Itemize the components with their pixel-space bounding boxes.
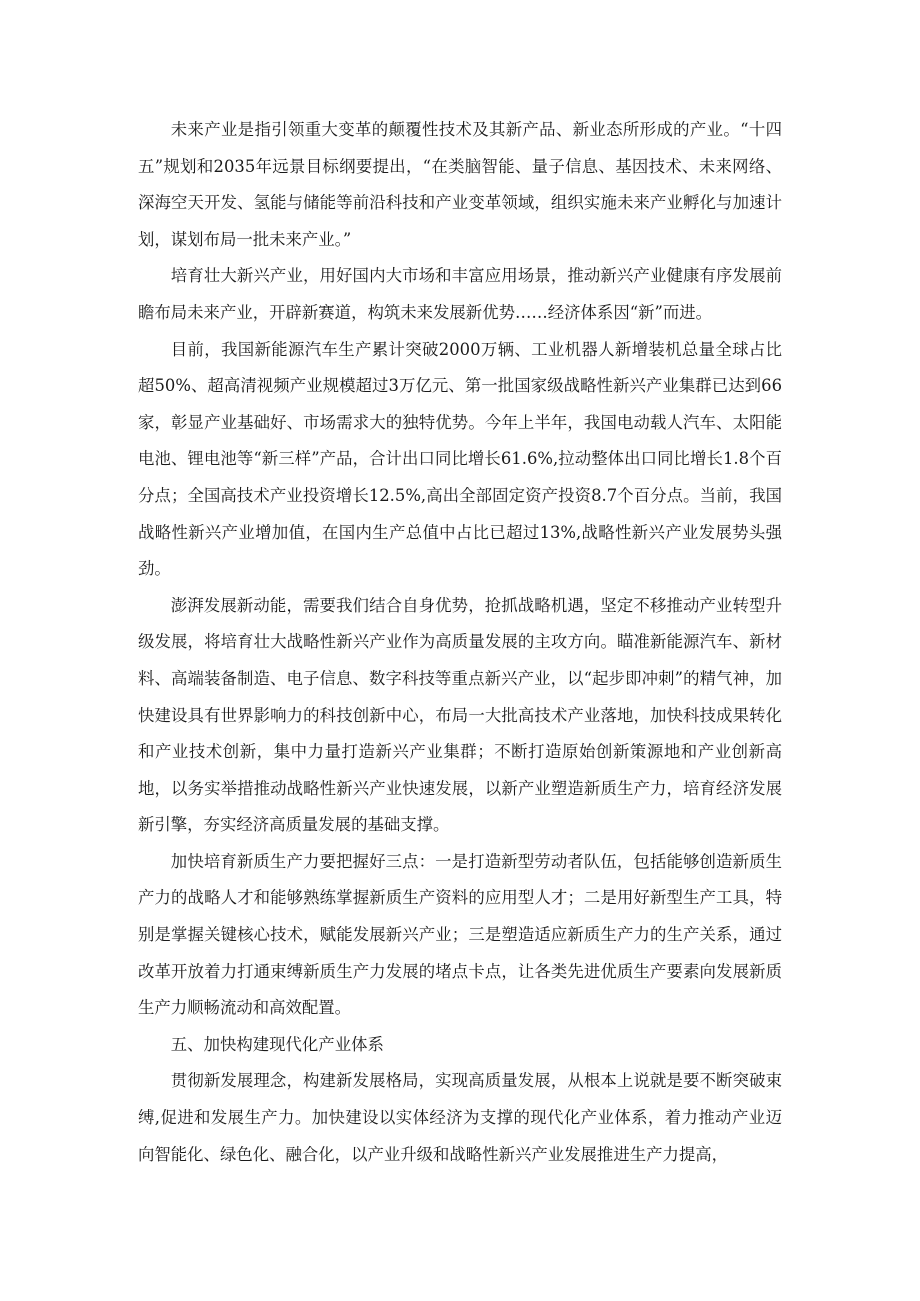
paragraph-new-momentum: 澎湃发展新动能，需要我们结合自身优势，抢抓战略机遇，坚定不移推动产业转型升级发展，将培育壮大战略性新兴产业作为高质量发展的主攻方向。瞄准新能源汽车、新材料、高端装备制造、电子信息、数字科技等重点新兴产业，以“起步即冲刺”的精气神，加快建设具有世界影响力的科技创新中心，布局一大批高技术产业落地，加快科技成果转化和产业技术创新，集中力量打造新兴产业集群；不断打造原始创新策源地和产业创新高地，以务实举措推动战略性新兴产业快速发展，以新产业塑造新质生产力，培育经济发展新引擎，夯实经济高质量发展的基础支撑。 xyxy=(138,595,782,835)
paragraph-three-points: 加快培育新质生产力要把握好三点：一是打造新型劳动者队伍，包括能够创造新质生产力的战略人才和能够熟练掌握新质生产资料的应用型人才；二是用好新型生产工具，特别是掌握关键核心技术，赋能发展新兴产业；三是塑造适应新质生产力的生产关系，通过改革开放着力打通束缚新质生产力发展的堵点卡点，让各类先进优质生产要素向发展新质生产力顺畅流动和高效配置。 xyxy=(138,851,782,1018)
paragraph-modern-industrial-system: 贯彻新发展理念，构建新发展格局，实现高质量发展，从根本上说就是要不断突破束缚,促进和发展生产力。加快建设以实体经济为支撑的现代化产业体系，着力推动产业迈向智能化、绿色化、融合化，以产业升级和战略性新兴产业发展推进生产力提高， xyxy=(138,1071,782,1164)
paragraph-future-industries: 未来产业是指引领重大变革的颠覆性技术及其新产品、新业态所形成的产业。“十四五”规划和2035年远景目标纲要提出，“在类脑智能、量子信息、基因技术、未来网络、深海空天开发、氢能与储能等前沿科技和产业变革领域，组织实施未来产业孵化与加速计划，谋划布局一批未来产业。” xyxy=(138,120,782,249)
paragraph-current-statistics: 目前，我国新能源汽车生产累计突破2000万辆、工业机器人新增装机总量全球占比超50%、超高清视频产业规模超过3万亿元、第一批国家级战略性新兴产业集群已达到66家，彰显产业基础好、市场需求大的独特优势。今年上半年，我国电动载人汽车、太阳能电池、锂电池等“新三样”产品，合计出口同比增长61.6%,拉动整体出口同比增长1.8个百分点；全国高技术产业投资增长12.5%,高出全部固定资产投资8.7个百分点。当前，我国战略性新兴产业增加值，在国内生产总值中占比已超过13%,战略性新兴产业发展势头强劲。 xyxy=(138,339,782,579)
paragraph-emerging-industries: 培育壮大新兴产业，用好国内大市场和丰富应用场景，推动新兴产业健康有序发展前瞻布局未来产业，开辟新赛道，构筑未来发展新优势……经济体系因“新”而进。 xyxy=(138,266,782,322)
section-heading: 五、加快构建现代化产业体系 xyxy=(170,1034,384,1054)
document-page xyxy=(138,112,782,1173)
